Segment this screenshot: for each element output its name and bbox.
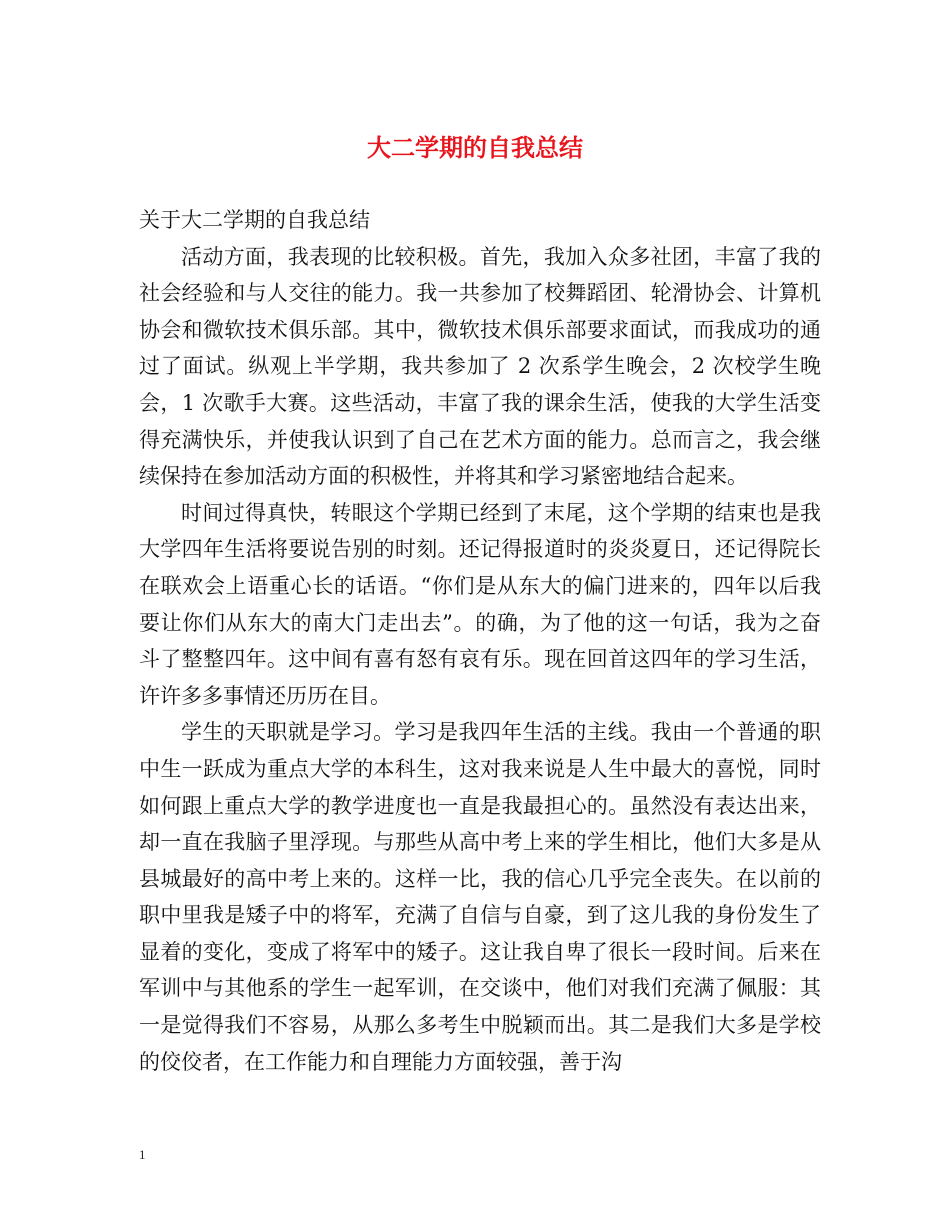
paragraph-time: 时间过得真快，转眼这个学期已经到了末尾，这个学期的结束也是我大学四年生活将要说告别的时刻。还记得报道时的炎炎夏日，还记得院长在联欢会上语重心长的话语。“你们是从东大的偏门进来的，四年以后我要让你们从东大的南大门走出去”。的确，为了他的这一句话，我为之奋斗了整整四年。这中间有喜有怒有哀有乐。现在回首这四年的学习生活，许许多多事情还历历在目。 bbox=[139, 500, 821, 708]
paragraph-activities: 活动方面，我表现的比较积极。首先，我加入众多社团，丰富了我的社会经验和与人交往的能力。我一共参加了校舞蹈团、轮滑协会、计算机协会和微软技术俱乐部。其中，微软技术俱乐部要求面试，而我成功的通过了面试。纵观上半学期，我共参加了 2 次系学生晚会，2 次校学生晚会，1 次歌手大赛。这些活动，丰富了我的课余生活，使我的大学生活变得充满快乐，并使我认识到了自己在艺术方面的能力。总而言之，我会继续保持在参加活动方面的积极性，并将其和学习紧密地结合起来。 bbox=[139, 244, 821, 489]
document-subtitle: 关于大二学期的自我总结 bbox=[139, 208, 370, 232]
paragraph-study: 学生的天职就是学习。学习是我四年生活的主线。我由一个普通的职中生一跃成为重点大学的本科生，这对我来说是人生中最大的喜悦，同时如何跟上重点大学的教学进度也一直是我最担心的。虽然没有表达出来，却一直在我脑子里浮现。与那些从高中考上来的学生相比，他们大多是从县城最好的高中考上来的。这样一比，我的信心几乎完全丧失。在以前的职中里我是矮子中的将军，充满了自信与自豪，到了这儿我的身份发生了显着的变化，变成了将军中的矮子。这让我自卑了很长一段时间。后来在军训中与其他系的学生一起军训，在交谈中，他们对我们充满了佩服：其一是觉得我们不容易，从那么多考生中脱颖而出。其二是我们大多是学校的佼佼者，在工作能力和自理能力方面较强，善于沟 bbox=[139, 720, 821, 1074]
page-number: 1 bbox=[139, 1147, 146, 1162]
document-title: 大二学期的自我总结 bbox=[367, 133, 583, 162]
document-body bbox=[139, 202, 821, 1080]
